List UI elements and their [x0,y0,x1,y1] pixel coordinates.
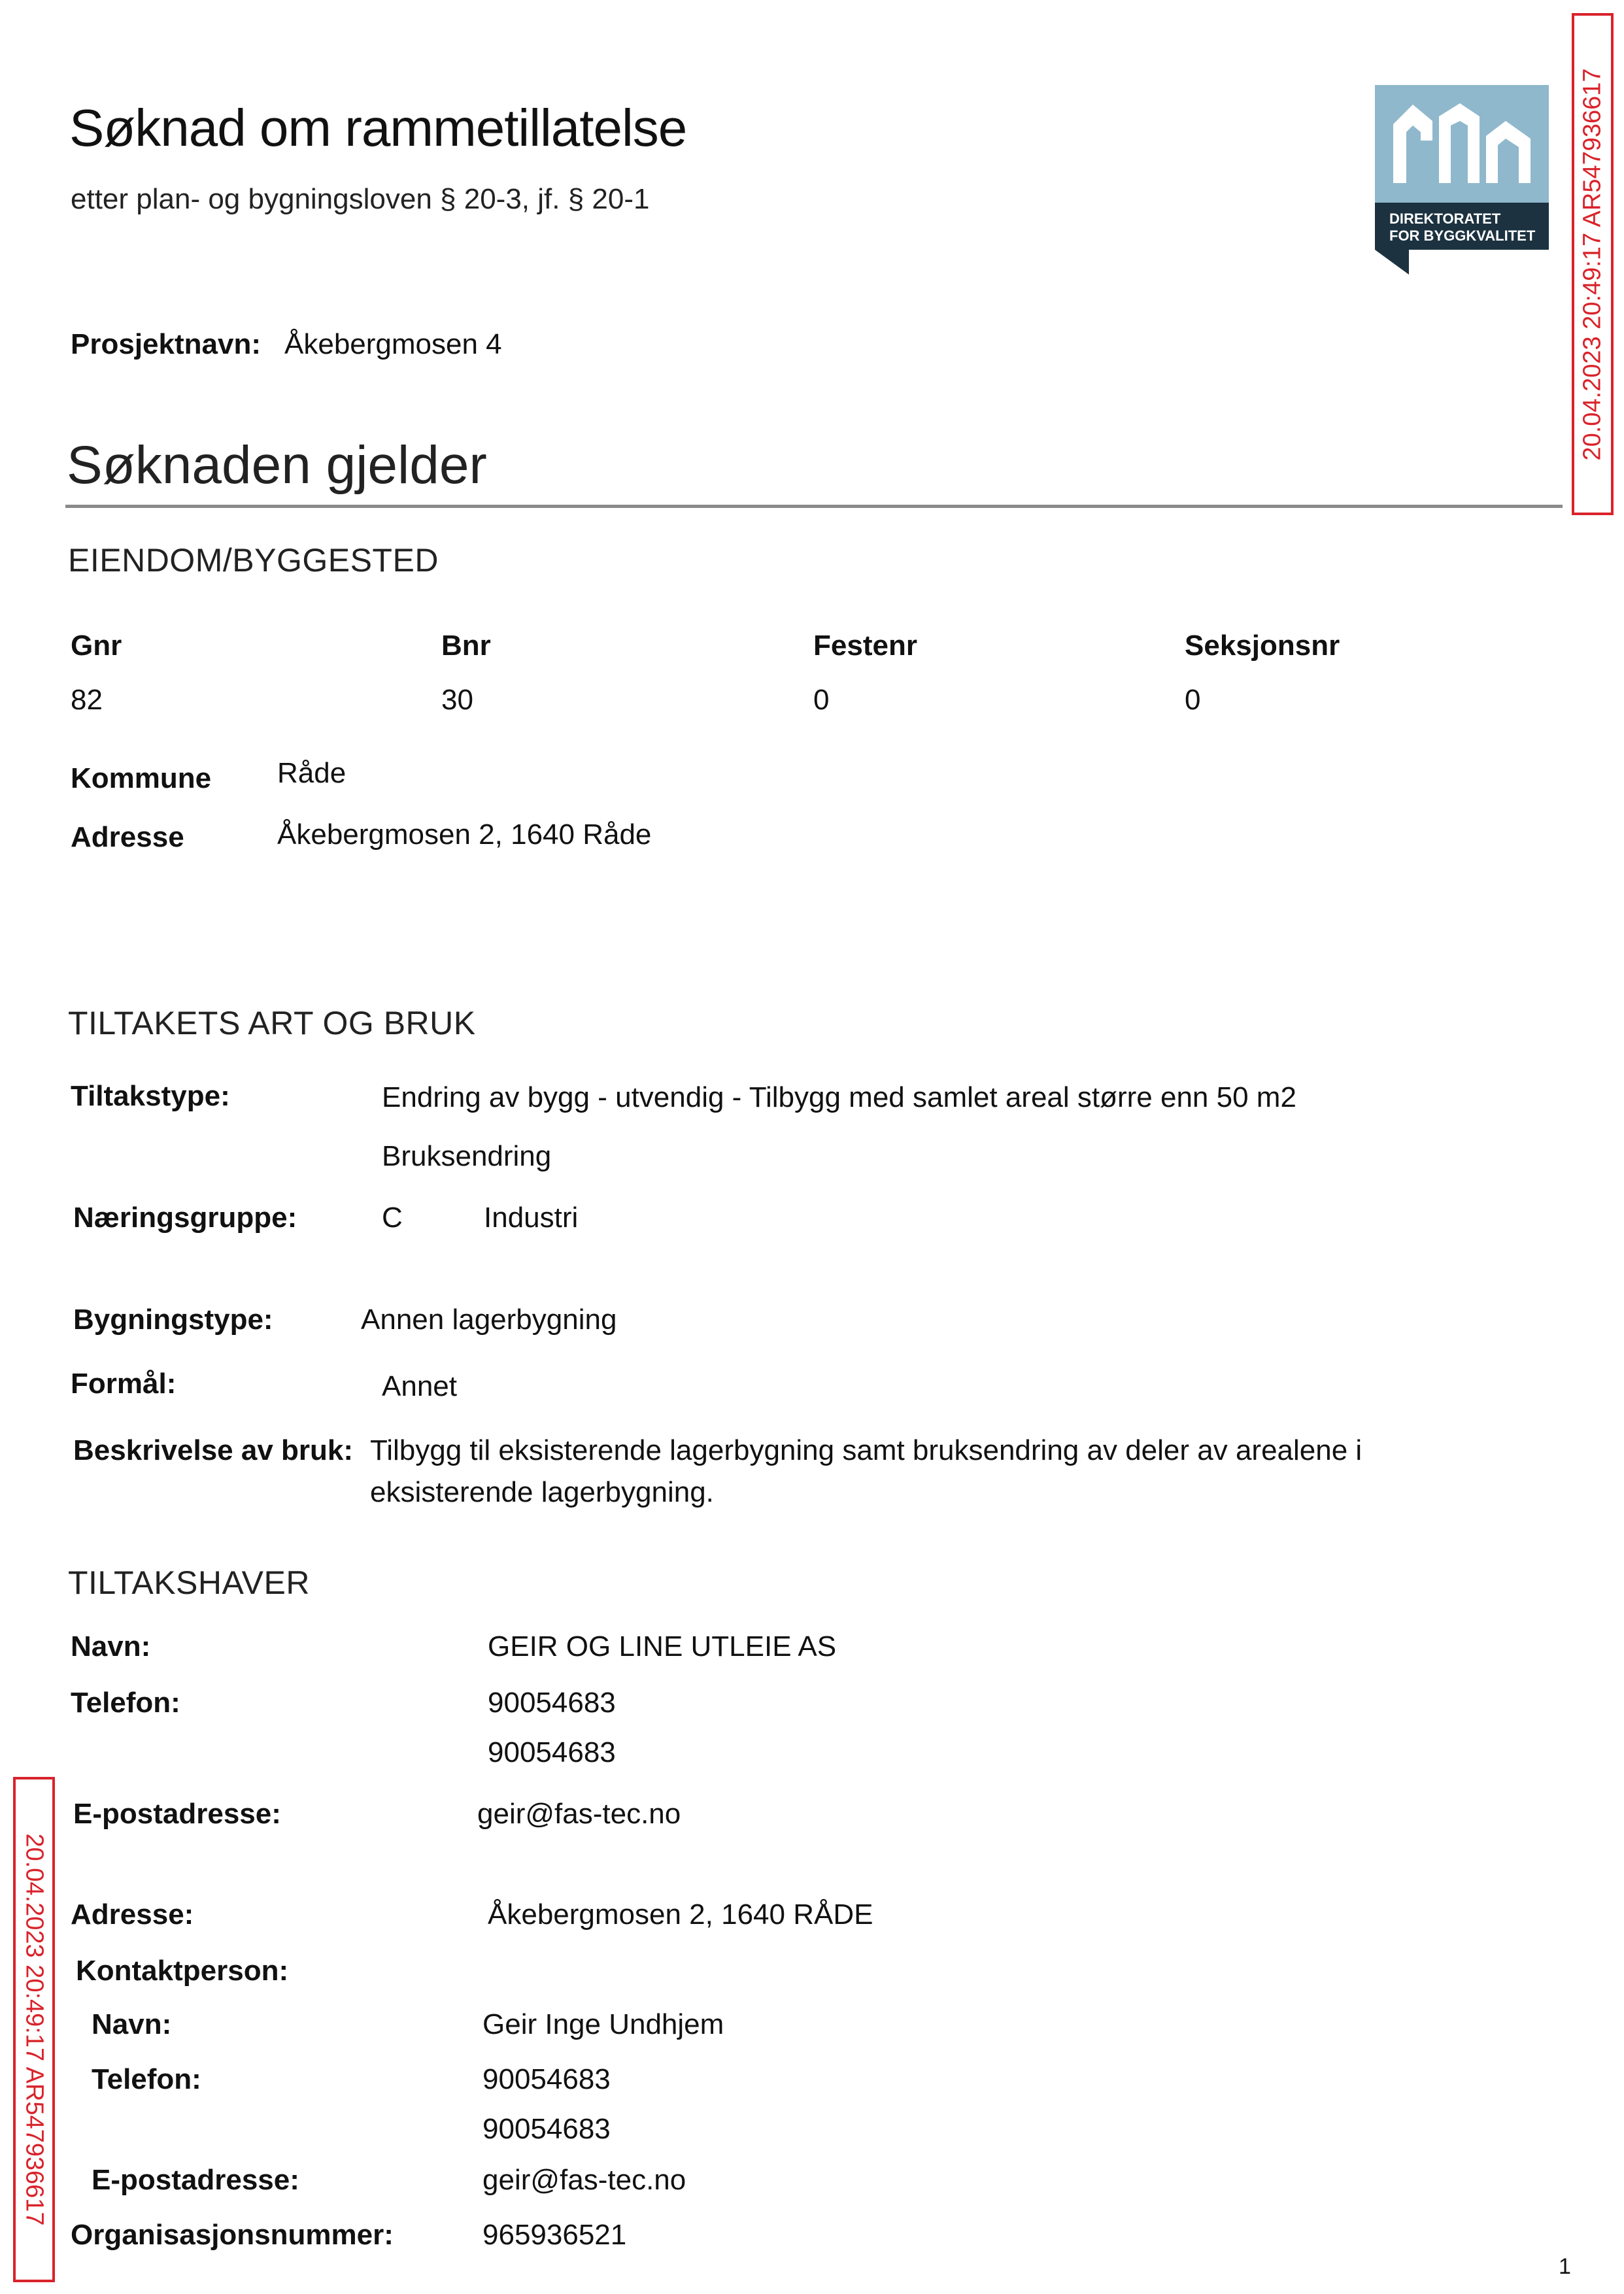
timestamp-stamp-bottom-text: 20.04.2023 20:49:17 AR547936617 [20,1833,48,2226]
kontaktperson-navn-label: Navn: [92,2008,172,2040]
logo-text-line1: DIREKTORATET [1389,211,1501,227]
timestamp-stamp-top-text: 20.04.2023 20:49:17 AR547936617 [1578,67,1606,461]
document-subtitle: etter plan- og bygningsloven § 20-3, jf. § 20-1 [71,183,650,215]
adresse-value: Åkebergmosen 2, 1640 Råde [277,818,652,851]
organisasjonsnummer-label: Organisasjonsnummer: [71,2219,394,2251]
kommune-label: Kommune [71,762,212,794]
organisasjonsnummer-value: 965936521 [482,2219,627,2251]
project-name-label: Prosjektnavn: [71,328,261,360]
kontaktperson-telefon-value-1: 90054683 [482,2063,611,2095]
dibk-logo-mark [1375,85,1549,275]
tiltakstype-label: Tiltakstype: [71,1080,230,1112]
tiltakshaver-navn-label: Navn: [71,1630,151,1662]
naeringsgruppe-label: Næringsgruppe: [73,1202,297,1234]
timestamp-stamp-top [1572,13,1614,515]
kontaktperson-epost-value: geir@fas-tec.no [482,2164,686,2196]
section-divider [65,505,1563,508]
tiltakstype-value-2: Bruksendring [382,1140,552,1172]
adresse-label: Adresse [71,821,184,853]
dibk-logo [1375,85,1549,275]
beskrivelse-label: Beskrivelse av bruk: [73,1434,354,1466]
tiltakshaver-telefon-value-1: 90054683 [488,1687,616,1719]
tiltakshaver-heading: TILTAKSHAVER [68,1564,310,1601]
kontaktperson-telefon-value-2: 90054683 [482,2113,611,2145]
project-name-value: Åkebergmosen 4 [284,328,502,360]
festenr-label: Festenr [813,630,917,662]
kontaktperson-label: Kontaktperson: [76,1955,289,1987]
tiltakshaver-epost-value: geir@fas-tec.no [477,1798,681,1830]
tiltakshaver-telefon-value-2: 90054683 [488,1736,616,1768]
seksjonsnr-label: Seksjonsnr [1185,630,1340,662]
kommune-value: Råde [277,757,347,789]
kontaktperson-navn-value: Geir Inge Undhjem [482,2008,724,2040]
document-title: Søknad om rammetillatelse [69,99,687,157]
tiltakshaver-telefon-label: Telefon: [71,1687,180,1719]
tiltakshaver-adresse-value: Åkebergmosen 2, 1640 RÅDE [488,1898,873,1931]
kontaktperson-telefon-label: Telefon: [92,2063,201,2095]
beskrivelse-line-1: Tilbygg til eksisterende lagerbygning samt bruksendring av deler av arealene i [370,1434,1362,1466]
tiltak-heading: TILTAKETS ART OG BRUK [68,1005,476,1041]
festenr-value: 0 [813,684,830,716]
formaal-label: Formål: [71,1368,177,1400]
beskrivelse-line-2: eksisterende lagerbygning. [370,1476,714,1508]
gnr-value: 82 [71,684,103,716]
bnr-value: 30 [441,684,473,716]
bygningstype-label: Bygningstype: [73,1304,273,1336]
section-title: Søknaden gjelder [67,435,487,495]
seksjonsnr-value: 0 [1185,684,1201,716]
bnr-label: Bnr [441,630,491,662]
eiendom-heading: EIENDOM/BYGGESTED [68,542,439,579]
logo-corner-tab [1375,250,1409,275]
formaal-value: Annet [382,1370,457,1402]
tiltakshaver-epost-label: E-postadresse: [73,1798,281,1830]
tiltakstype-value-1: Endring av bygg - utvendig - Tilbygg med samlet areal større enn 50 m2 [382,1081,1296,1113]
naeringsgruppe-code: C [382,1202,403,1234]
timestamp-stamp-bottom [13,1777,55,2282]
page-number: 1 [1559,2254,1571,2279]
gnr-label: Gnr [71,630,122,662]
bygningstype-value: Annen lagerbygning [361,1304,617,1336]
logo-text-line2: FOR BYGGKVALITET [1389,228,1536,244]
naeringsgruppe-value: Industri [484,1202,579,1234]
tiltakshaver-navn-value: GEIR OG LINE UTLEIE AS [488,1630,837,1662]
tiltakshaver-adresse-label: Adresse: [71,1898,194,1931]
kontaktperson-epost-label: E-postadresse: [92,2164,299,2196]
